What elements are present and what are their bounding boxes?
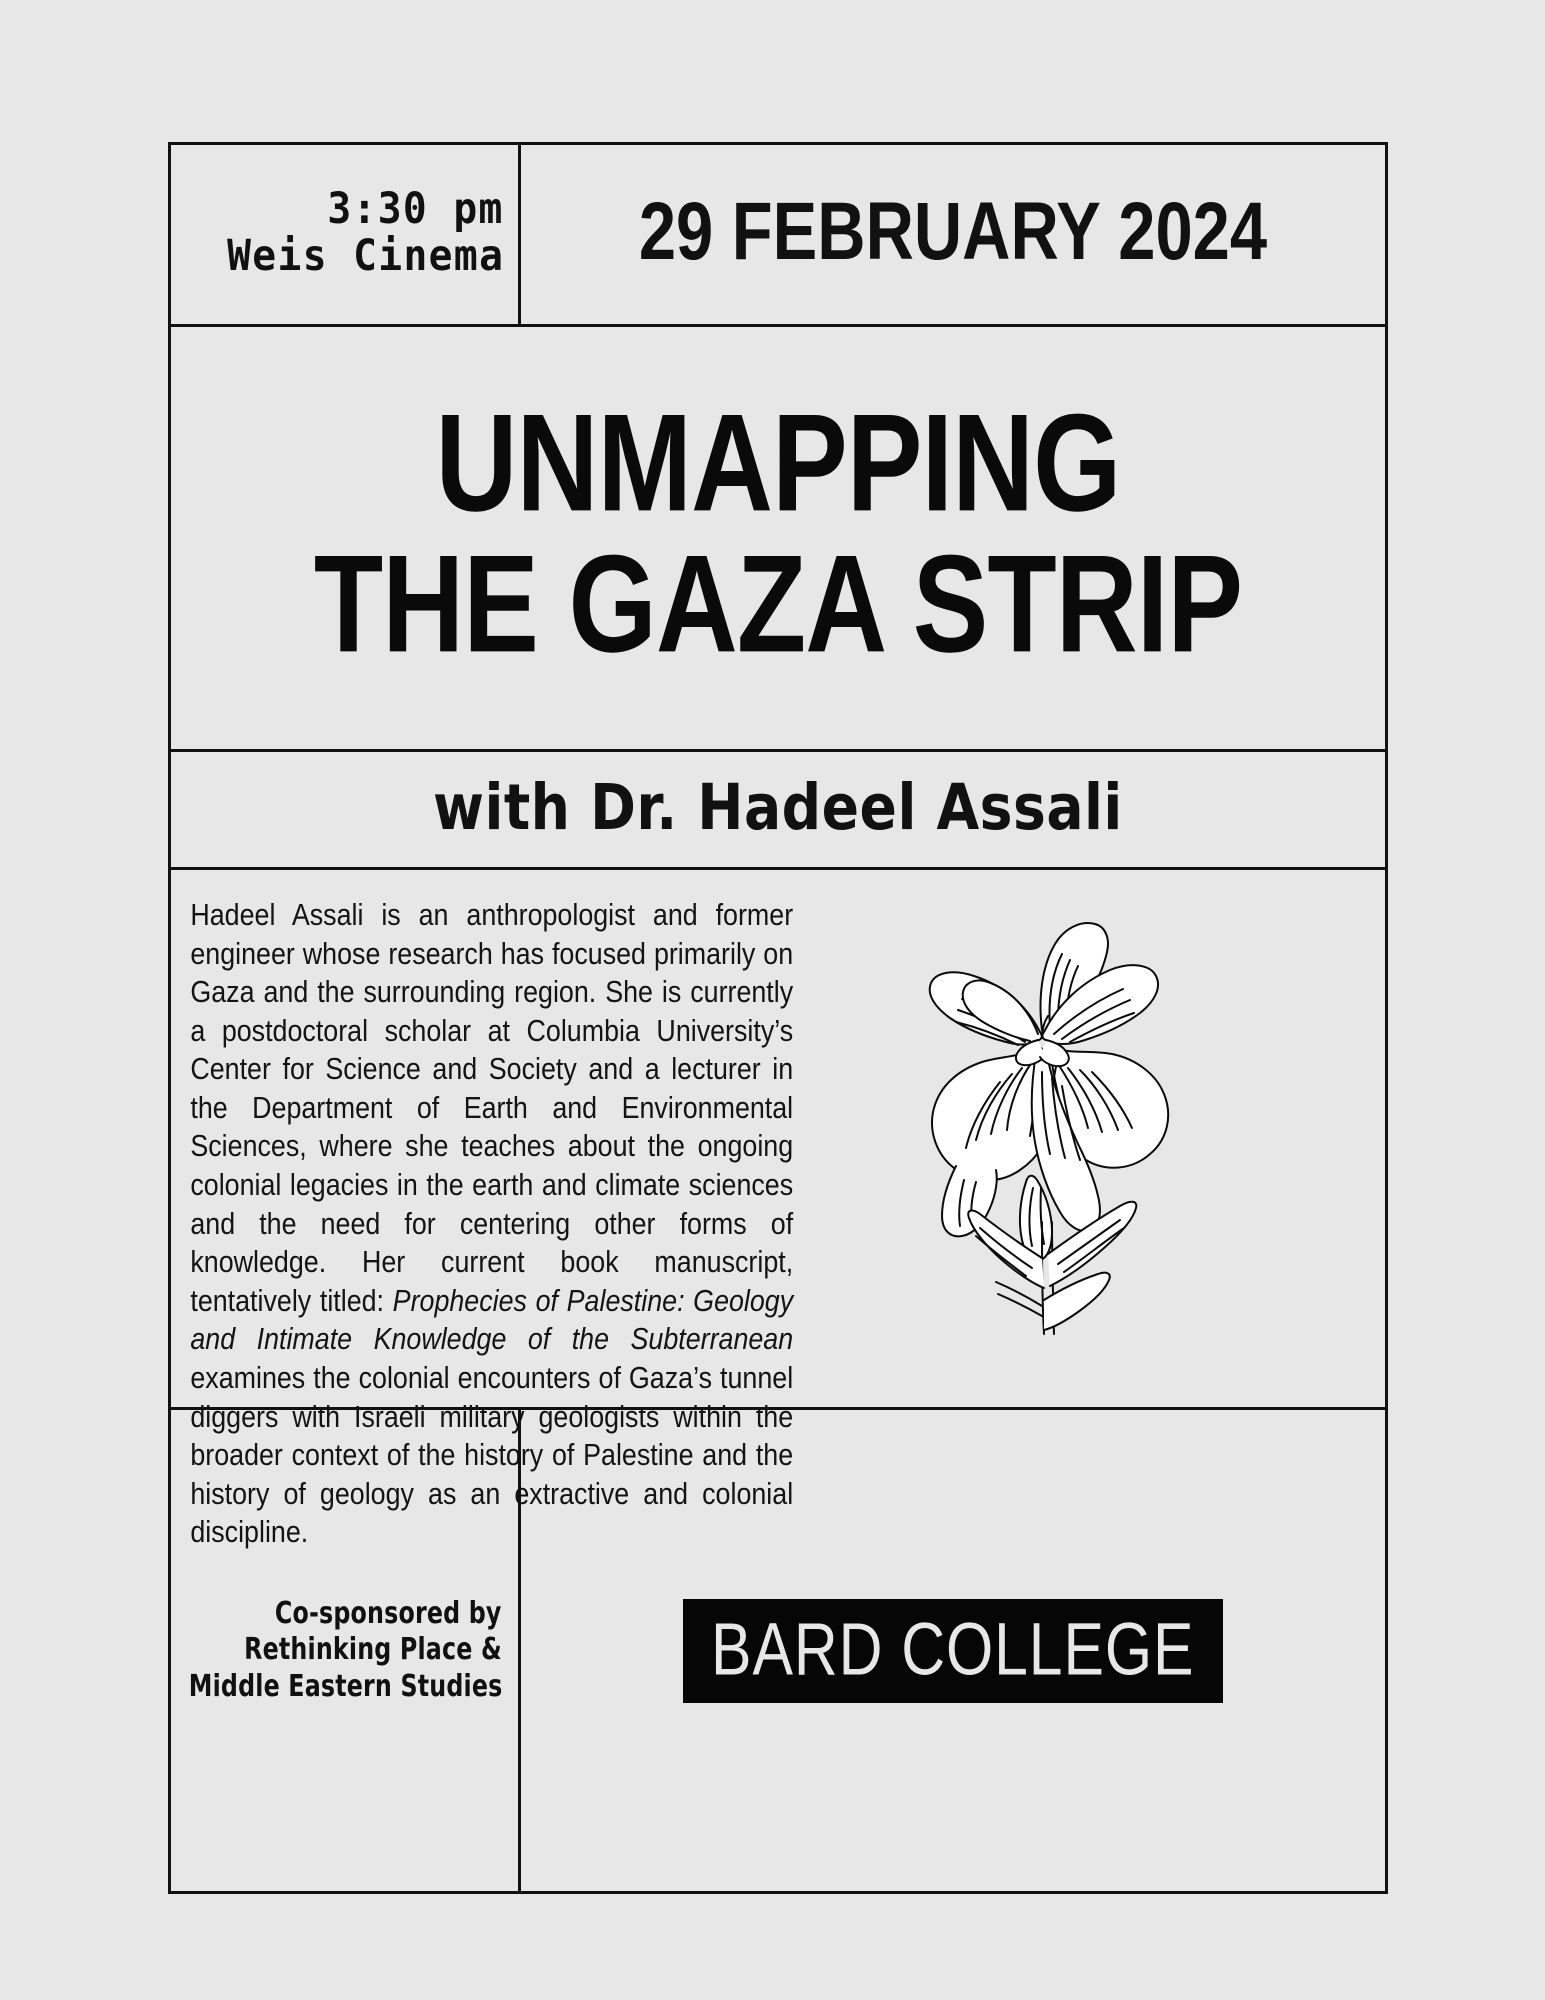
time-venue-cell <box>171 145 521 324</box>
event-poster <box>168 142 1388 1894</box>
title-line-1: UNMAPPING <box>435 384 1121 540</box>
event-venue: Weis Cinema <box>226 230 504 281</box>
bio-part-2: examines the colonial encounters of Gaza’s tunnel diggers with Israeli military geologists within the broader context of the history of Palestine and the history of geology as an extractive and colonial discipline. <box>190 1360 794 1550</box>
date-cell <box>521 145 1385 324</box>
illustration-cell <box>878 870 1385 1407</box>
poster-header-row <box>171 145 1385 327</box>
cosponsor-line-3: Middle Eastern Studies <box>188 1668 502 1704</box>
brand-name: BARD COLLEGE <box>711 1606 1195 1690</box>
cosponsor-line-1: Co-sponsored by <box>275 1595 502 1631</box>
speaker-name: with Dr. Hadeel Assali <box>433 770 1123 845</box>
event-time: 3:30 pm <box>327 184 504 235</box>
title-line-2: THE GAZA STRIP <box>313 525 1243 682</box>
book-title: Prophecies of Palestine: Geology and Intimate Knowledge of the Subterranean <box>190 1283 794 1357</box>
speaker-biography <box>171 870 794 1550</box>
poster-title-row <box>171 327 1385 752</box>
event-date: 29 FEBRUARY 2024 <box>638 185 1268 277</box>
bard-college-logo <box>683 1599 1223 1703</box>
poster-speaker-row <box>171 752 1385 870</box>
bio-part-1: Hadeel Assali is an anthropologist and former engineer whose research has focused primarily on Gaza and the surrounding region. She is currently a postdoctoral scholar at Columbia University’s Center for Science and Society and a lecturer in the Department of Earth and Environmental Sciences, where she teaches about the ongoing colonial legacies in the earth and climate sciences and the need for centering other forms of knowledge. Her current book manuscript, tentatively titled: <box>190 898 794 1318</box>
iris-flower-icon <box>892 882 1192 1352</box>
cosponsor-line-2: Rethinking Place & <box>244 1632 502 1668</box>
brand-cell <box>521 1410 1385 1891</box>
cosponsor-cell <box>171 1410 521 1891</box>
poster-footer-row <box>171 1410 1385 1891</box>
title-block <box>171 384 1385 684</box>
poster-bio-row <box>171 870 1385 1550</box>
